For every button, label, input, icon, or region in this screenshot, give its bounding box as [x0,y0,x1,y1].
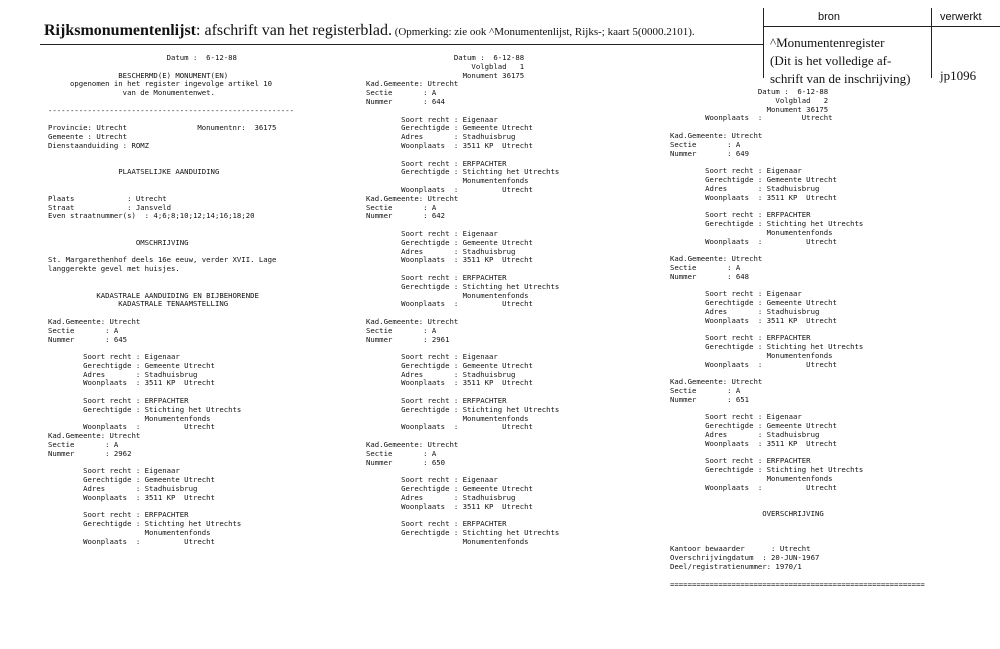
register-line: Nummer : 649 [670,148,750,158]
register-line: Nummer : 2962 [48,448,132,458]
bron-line-3: schrift van de inschrijving) [770,71,911,86]
register-line: van de Monumentenwet. [48,88,215,98]
register-line: Adres : Stadhuisbrug [366,132,516,142]
register-line: Monument 36175 [366,70,525,80]
register-line: ========================================================== [670,579,925,589]
register-line: Woonplaats : 3511 KP Utrecht [366,501,533,511]
register-line: Kad.Gemeente: Utrecht [366,193,459,203]
register-line: Soort recht : ERFPACHTER [366,519,507,529]
register-line [670,519,925,528]
register-line: Woonplaats : 3511 KP Utrecht [366,140,533,150]
register-line: Woonplaats : Utrecht [670,482,837,492]
register-line: OMSCHRIJVING [48,237,189,247]
register-line [48,274,294,283]
register-line: langgerekte gevel met huisjes. [48,264,180,274]
register-line: Woonplaats : Utrecht [366,184,533,194]
register-line: Kad.Gemeente: Utrecht [48,431,141,441]
register-line: Kad.Gemeente: Utrecht [670,130,763,140]
register-line [48,151,294,160]
register-line: Nummer : 642 [366,211,446,221]
register-line [48,177,294,186]
register-line: Monument 36175 [670,104,829,114]
register-line: Woonplaats : Utrecht [670,359,837,369]
register-line: Woonplaats : Utrecht [48,536,215,546]
register-line: Woonplaats : 3511 KP Utrecht [48,378,215,388]
register-line: Sectie : A [48,440,119,450]
register-line: Monumentenfonds [48,413,211,423]
register-line: St. Margarethenhof deels 16e eeuw, verder XVII. Lage [48,255,277,265]
register-line: Kad.Gemeente: Utrecht [366,440,459,450]
register-line: PLAATSELIJKE AANDUIDING [48,167,220,177]
register-line: Gerechtigde : Gemeente Utrecht [366,123,533,133]
register-line: Gerechtigde : Stichting het Utrechts [48,519,242,529]
register-line: Woonplaats : Utrecht [48,422,215,432]
register-line: Nummer : 644 [366,96,446,106]
register-line: Adres : Stadhuisbrug [366,246,516,256]
register-line: Soort recht : ERFPACHTER [366,158,507,168]
register-line: Soort recht : Eigenaar [366,475,498,485]
register-line: Nummer : 648 [670,271,750,281]
register-line: Straat : Jansveld [48,202,172,212]
register-line: Monumentenfonds [366,536,529,546]
register-line: Gerechtigde : Stichting het Utrechts [366,167,560,177]
register-line [670,528,925,537]
register-line: Adres : Stadhuisbrug [366,369,516,379]
register-line: Dienstaanduiding : ROMZ [48,140,150,150]
bron-label: bron [818,11,841,23]
register-line: Adres : Stadhuisbrug [670,306,820,316]
register-line: Monumentenfonds [670,350,833,360]
register-line: Gerechtigde : Stichting het Utrechts [670,342,864,352]
register-line: Sectie : A [670,386,741,396]
register-line: Soort recht : Eigenaar [670,412,802,422]
bron-line-1: ^Monumentenregister [770,35,885,50]
register-line: Soort recht : Eigenaar [670,166,802,176]
register-line: Sectie : A [366,202,437,212]
register-line: Woonplaats : 3511 KP Utrecht [366,255,533,265]
register-line: Monumentenfonds [366,176,529,186]
register-line: OVERSCHRIJVING [670,509,824,519]
register-line: opgenomen in het register ingevolge artikel 10 [48,79,273,89]
register-line: KADASTRALE TENAAMSTELLING [48,299,229,309]
register-line [670,493,925,502]
register-line: Woonplaats : Utrecht [670,113,833,123]
register-line: Nummer : 651 [670,394,750,404]
sidebar-divider-right [931,8,932,78]
register-line: Adres : Stadhuisbrug [48,484,198,494]
register-line: Kad.Gemeente: Utrecht [670,254,763,264]
register-line: Gerechtigde : Stichting het Utrechts [366,528,560,538]
register-line: Gerechtigde : Gemeente Utrecht [670,174,837,184]
register-line: Gerechtigde : Gemeente Utrecht [366,360,533,370]
register-column-3 [670,88,925,589]
register-line: Monumentenfonds [670,227,833,237]
register-line: Woonplaats : Utrecht [670,236,837,246]
register-line: Gerechtigde : Gemeente Utrecht [48,475,215,485]
register-line: Soort recht : ERFPACHTER [48,396,189,406]
title-rest: : afschrift van het registerblad. [196,22,392,39]
register-line: Monumentenfonds [670,474,833,484]
register-line: Monumentenfonds [366,413,529,423]
register-line: Sectie : A [48,325,119,335]
register-line: Gerechtigde : Stichting het Utrechts [366,281,560,291]
register-line: KADASTRALE AANDUIDING EN BIJBEHORENDE [48,290,259,300]
register-line: Woonplaats : 3511 KP Utrecht [670,192,837,202]
register-line: -------------------------------------------------------- [48,105,295,115]
register-line [48,221,294,230]
register-line: Gerechtigde : Stichting het Utrechts [670,465,864,475]
register-line: Monumentenfonds [366,290,529,300]
register-line: Soort recht : ERFPACHTER [670,333,811,343]
register-line: Gerechtigde : Gemeente Utrecht [670,421,837,431]
title-bold: Rijksmonumentenlijst [44,22,197,39]
register-line: Gerechtigde : Gemeente Utrecht [366,237,533,247]
register-line: Volgblad 1 [366,61,525,71]
register-line: Kad.Gemeente: Utrecht [366,316,459,326]
register-line: Datum : 6-12-88 [670,87,829,96]
register-line: Soort recht : Eigenaar [48,352,180,362]
register-line: Monumentenfonds [48,528,211,538]
register-line: Adres : Stadhuisbrug [670,430,820,440]
register-line: Nummer : 650 [366,457,446,467]
register-line: Soort recht : ERFPACHTER [366,272,507,282]
register-line: Gerechtigde : Gemeente Utrecht [48,360,215,370]
register-line: Soort recht : Eigenaar [366,114,498,124]
register-line: Adres : Stadhuisbrug [48,369,198,379]
register-line: Nummer : 2961 [366,334,450,344]
register-line: Volgblad 2 [670,95,829,105]
register-line: Adres : Stadhuisbrug [366,492,516,502]
register-line: Woonplaats : 3511 KP Utrecht [670,315,837,325]
register-line: Adres : Stadhuisbrug [670,183,820,193]
register-line: Soort recht : ERFPACHTER [670,210,811,220]
register-line: Datum : 6-12-88 [366,53,525,62]
register-column-2 [366,54,559,547]
register-line: Soort recht : ERFPACHTER [366,396,507,406]
register-line: Datum : 6-12-88 [48,53,237,62]
register-line: Woonplaats : Utrecht [366,422,533,432]
register-line: Woonplaats : 3511 KP Utrecht [670,438,837,448]
register-line: Woonplaats : Utrecht [366,299,533,309]
register-line: Kad.Gemeente: Utrecht [366,79,459,89]
register-line: BESCHERMD(E) MONUMENT(EN) [48,70,229,80]
register-line: Nummer : 645 [48,334,128,344]
register-line: Soort recht : Eigenaar [366,228,498,238]
register-line: Gerechtigde : Stichting het Utrechts [670,218,864,228]
register-line: Plaats : Utrecht [48,193,167,203]
register-line: Soort recht : ERFPACHTER [48,510,189,520]
register-line: Woonplaats : 3511 KP Utrecht [366,378,533,388]
register-line: Woonplaats : 3511 KP Utrecht [48,492,215,502]
register-line: Gerechtigde : Stichting het Utrechts [366,404,560,414]
register-line: Soort recht : Eigenaar [366,352,498,362]
register-line: Sectie : A [366,88,437,98]
register-line: Sectie : A [670,262,741,272]
register-line: Kad.Gemeente: Utrecht [670,377,763,387]
register-line: Sectie : A [670,139,741,149]
register-line: Provincie: Utrecht Monumentnr: 36175 [48,123,277,133]
register-line: Sectie : A [366,448,437,458]
register-line: Soort recht : ERFPACHTER [670,456,811,466]
sidebar-divider-left [763,8,764,78]
register-line: Gerechtigde : Gemeente Utrecht [670,298,837,308]
sidebar-header-rule [763,26,1000,27]
title-note: (Opmerking: zie ook ^Monumentenlijst, Rijks-; kaart 5(0000.2101). [391,26,695,38]
title-underline [40,44,763,45]
register-line: Even straatnummer(s) : 4;6;8;10;12;14;16;18;20 [48,211,255,221]
register-line: Soort recht : Eigenaar [48,466,180,476]
register-line: Gerechtigde : Stichting het Utrechts [48,404,242,414]
verwerkt-label: verwerkt [940,11,982,23]
bron-text [770,34,910,88]
register-line: Gemeente : Utrecht [48,132,128,142]
document-title [44,22,695,40]
register-line: Soort recht : Eigenaar [670,289,802,299]
register-line: Kad.Gemeente: Utrecht [48,316,141,326]
register-column-1 [48,54,294,547]
register-line: Kantoor bewaarder : Utrecht [670,544,811,554]
bron-line-2: (Dit is het volledige af- [770,53,892,68]
register-line: Gerechtigde : Gemeente Utrecht [366,484,533,494]
register-line: Deel/registratienummer: 1970/1 [670,562,802,572]
reference-code: jp1096 [940,68,977,83]
register-line: Overschrijvingdatum : 20-JUN-1967 [670,553,820,563]
register-line: Sectie : A [366,325,437,335]
